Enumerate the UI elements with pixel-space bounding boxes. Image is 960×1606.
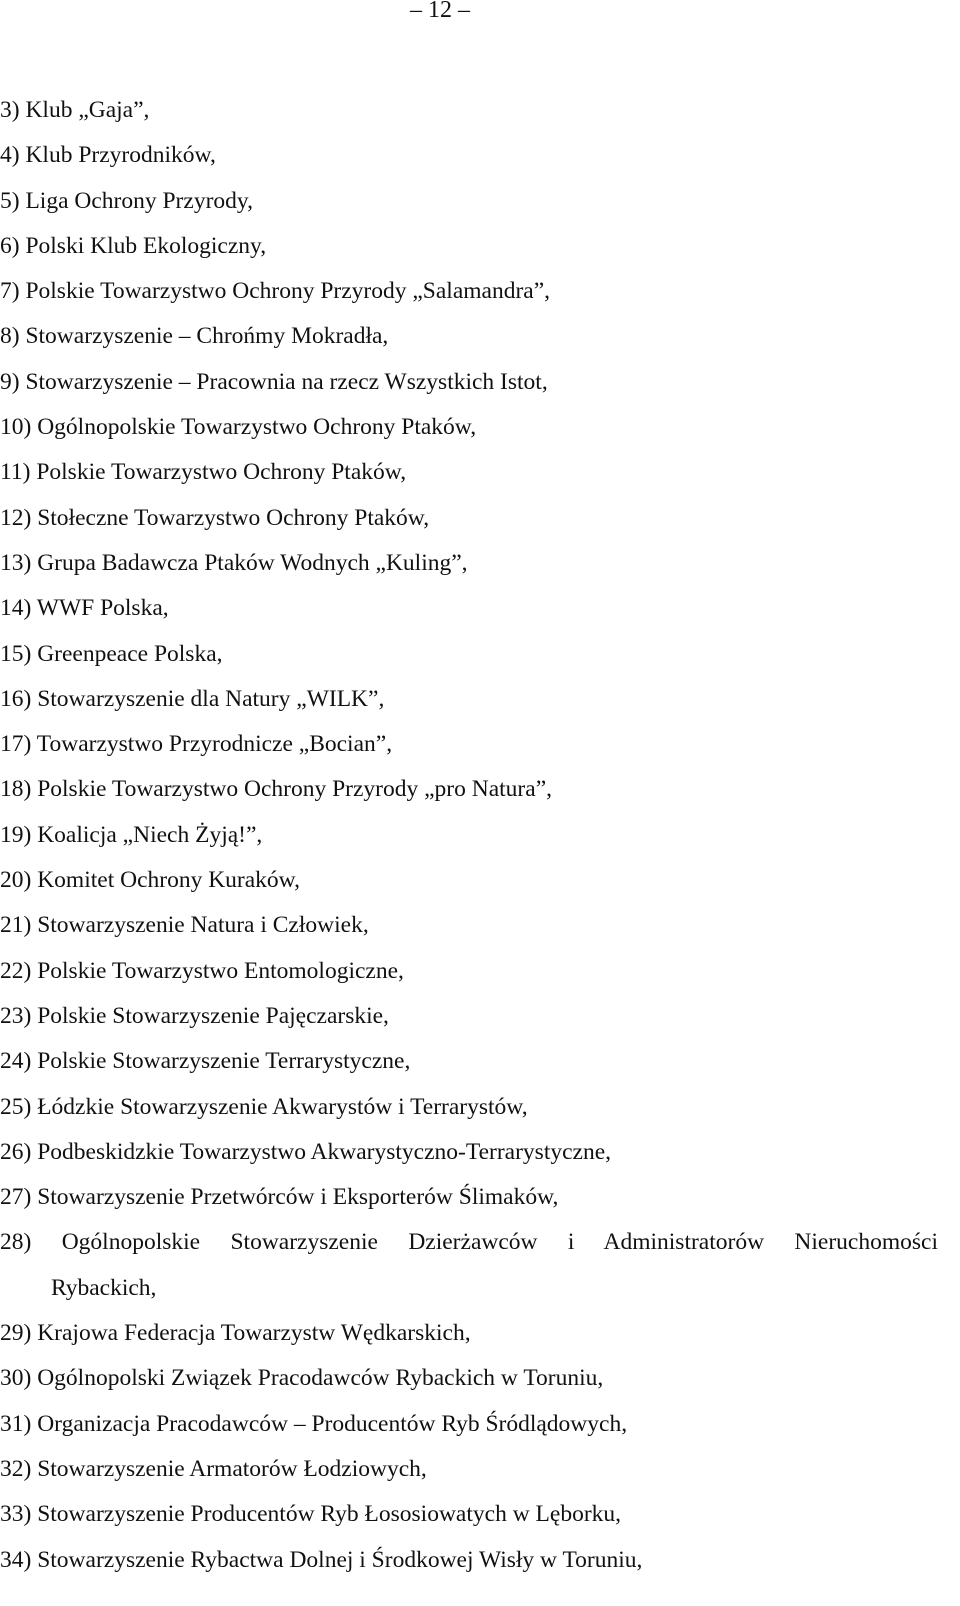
list-item: 25) Łódzkie Stowarzyszenie Akwarystów i Terrarystów, <box>0 1093 528 1120</box>
list-item: 32) Stowarzyszenie Armatorów Łodziowych, <box>0 1455 427 1482</box>
list-item: 18) Polskie Towarzystwo Ochrony Przyrody „pro Natura”, <box>0 776 552 803</box>
list-item: 31) Organizacja Pracodawców – Producentów Ryb Śródlądowych, <box>0 1410 628 1437</box>
list-item: 27) Stowarzyszenie Przetwórców i Eksporterów Ślimaków, <box>0 1184 559 1211</box>
list-item: 8) Stowarzyszenie – Chrońmy Mokradła, <box>0 323 389 350</box>
list-item: 19) Koalicja „Niech Żyją!”, <box>0 821 263 848</box>
page-number: – 12 – <box>410 0 470 23</box>
list-item: 22) Polskie Towarzystwo Entomologiczne, <box>0 957 404 984</box>
list-item: 29) Krajowa Federacja Towarzystw Wędkarskich, <box>0 1320 471 1347</box>
list-item: 13) Grupa Badawcza Ptaków Wodnych „Kuling”, <box>0 549 468 576</box>
list-item: 9) Stowarzyszenie – Pracownia na rzecz Wszystkich Istot, <box>0 368 548 395</box>
list-item-wrapped <box>0 1220 940 1311</box>
list-item: 20) Komitet Ochrony Kuraków, <box>0 867 300 894</box>
list-item: 17) Towarzystwo Przyrodnicze „Bocian”, <box>0 731 393 758</box>
list-item: 11) Polskie Towarzystwo Ochrony Ptaków, <box>0 459 407 486</box>
list-item: 16) Stowarzyszenie dla Natury „WILK”, <box>0 685 385 712</box>
list-item: 5) Liga Ochrony Przyrody, <box>0 187 253 214</box>
list-item-line-1: 28) Ogólnopolskie Stowarzyszenie Dzierżawców i Administratorów Nieruchomości <box>0 1229 938 1256</box>
list-item: 26) Podbeskidzkie Towarzystwo Akwarystyczno-Terrarystyczne, <box>0 1138 612 1165</box>
list-item: 30) Ogólnopolski Związek Pracodawców Rybackich w Toruniu, <box>0 1365 604 1392</box>
list-item: 15) Greenpeace Polska, <box>0 640 223 667</box>
list-item: 21) Stowarzyszenie Natura i Człowiek, <box>0 912 369 939</box>
list-item: 33) Stowarzyszenie Producentów Ryb Łososiowatych w Lęborku, <box>0 1501 622 1528</box>
list-item: 4) Klub Przyrodników, <box>0 142 216 169</box>
organization-list <box>0 88 940 1583</box>
list-item: 7) Polskie Towarzystwo Ochrony Przyrody „Salamandra”, <box>0 278 551 305</box>
list-item: 34) Stowarzyszenie Rybactwa Dolnej i Środkowej Wisły w Toruniu, <box>0 1546 643 1573</box>
list-item-line-2: Rybackich, <box>51 1274 157 1301</box>
list-item: 10) Ogólnopolskie Towarzystwo Ochrony Ptaków, <box>0 414 477 441</box>
list-item: 23) Polskie Stowarzyszenie Pajęczarskie, <box>0 1002 389 1029</box>
list-item: 6) Polski Klub Ekologiczny, <box>0 232 267 259</box>
list-item: 14) WWF Polska, <box>0 595 169 622</box>
list-item: 3) Klub „Gaja”, <box>0 97 150 123</box>
list-item: 24) Polskie Stowarzyszenie Terrarystyczne, <box>0 1048 411 1075</box>
list-item: 12) Stołeczne Towarzystwo Ochrony Ptaków, <box>0 504 430 531</box>
